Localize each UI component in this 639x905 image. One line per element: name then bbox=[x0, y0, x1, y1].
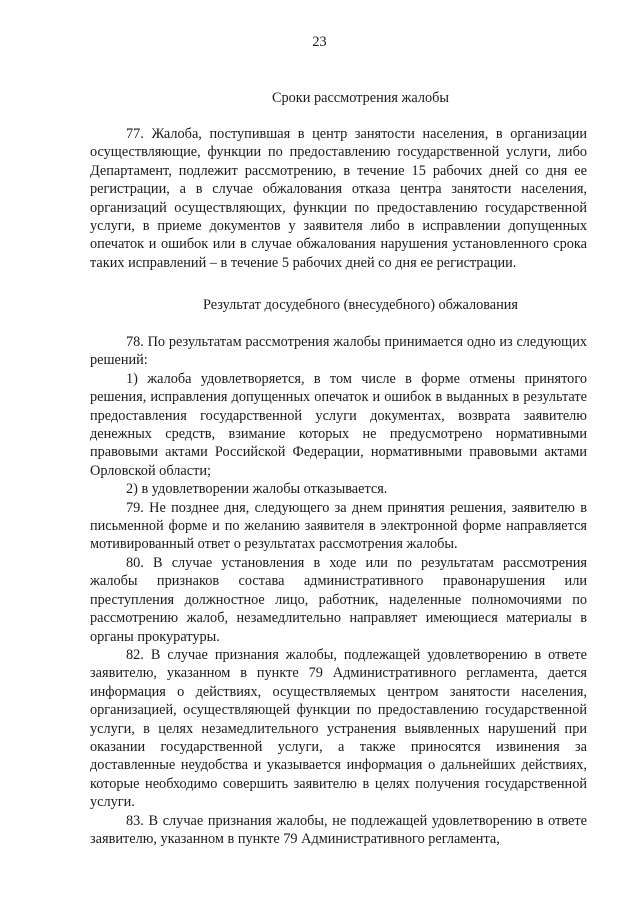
page-number: 23 bbox=[312, 34, 327, 50]
section-title-appeal-result: Результат досудебного (внесудебного) обжалования bbox=[202, 297, 519, 313]
paragraph-82: 82. В случае признания жалобы, подлежащей удовлетворению в ответе заявителю, указанном в пункте 79 Административного регламента, дается информация о действиях, осуществляемых центром занятости населения, организацией, осуществляющей функции по предоставлению государственной услуги, в целях незамедлительного устранения выявленных нарушений при оказании государственной услуги, а также приносятся извинения за доставленные неудобства и указывается информация о дальнейших действиях, которые необходимо совершить заявителю в целях получения государственной услуги. bbox=[90, 646, 587, 811]
section-appeal-result bbox=[90, 333, 587, 848]
paragraph-78-item-1: 1) жалоба удовлетворяется, в том числе в форме отмены принятого решения, исправления допущенных опечаток и ошибок в выданных в результате предоставления государственной услуги документах, возврата заявителю денежных средств, взимание которых не предусмотрено нормативными правовыми актами Российской Федерации, нормативными правовыми актами Орловской области; bbox=[90, 370, 587, 479]
section-review-period bbox=[90, 125, 587, 272]
section-title-review-period: Сроки рассмотрения жалобы bbox=[271, 90, 450, 106]
paragraph-79: 79. Не позднее дня, следующего за днем принятия решения, заявителю в письменной форме и по желанию заявителя в электронной форме направляется мотивированный ответ о результатах рассмотрения жалобы. bbox=[90, 499, 587, 553]
paragraph-77: 77. Жалоба, поступившая в центр занятости населения, в организации осуществляющие, функции по предоставлению государственной услуги, либо Департамент, подлежит рассмотрению, в течение 15 рабочих дней со дня ее регистрации, а в случае обжалования отказа центра занятости населения, организаций осуществляющих, функции по предоставлению государственной услуги, в приеме документов у заявителя либо в исправлении допущенных опечаток и ошибок или в случае обжалования нарушения установленного срока таких исправлений – в течение 5 рабочих дней со дня ее регистрации. bbox=[90, 126, 587, 271]
paragraph-83: 83. В случае признания жалобы, не подлежащей удовлетворению в ответе заявителю, указанном в пункте 79 Административного регламента, bbox=[90, 812, 587, 847]
paragraph-78: 78. По результатам рассмотрения жалобы принимается одно из следующих решений: bbox=[90, 334, 587, 369]
paragraph-78-item-2: 2) в удовлетворении жалобы отказывается. bbox=[126, 481, 388, 498]
paragraph-80: 80. В случае установления в ходе или по результатам рассмотрения жалобы признаков состава административного правонарушения или преступления должностное лицо, работник, наделенные полномочиями по рассмотрению жалоб, незамедлительно направляет имеющиеся материалы в органы прокуратуры. bbox=[90, 554, 587, 645]
